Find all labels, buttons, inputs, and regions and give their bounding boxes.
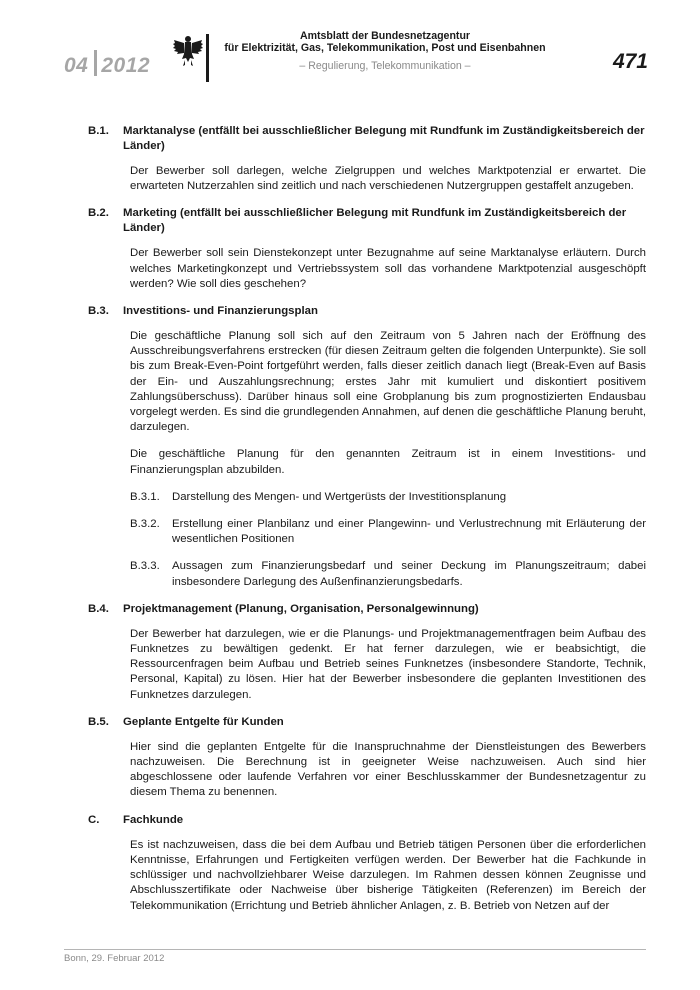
section-heading bbox=[88, 813, 646, 828]
paragraph: Hier sind die geplanten Entgelte für die Inanspruchnahme der Dienstleistungen des Bewerbers nachzuweisen. Die Berechnung ist in geeigneter Weise nachzuweisen. Auch sind hier abgeschlossene oder laufende Verfahren vor einer Beschlusskammer der Bundesnetzagentur zu diesem Thema zu benennen. bbox=[130, 740, 646, 799]
issue-year: 2012 bbox=[101, 54, 151, 77]
section-number: B.4. bbox=[88, 602, 109, 615]
page-number: 471 bbox=[612, 50, 648, 73]
section-title: Marktanalyse (entfällt bei ausschließlicher Belegung mit Rundfunk im Zuständigkeitsbereich der Länder) bbox=[123, 125, 645, 152]
subsection-item bbox=[130, 559, 646, 589]
section-heading bbox=[88, 304, 646, 319]
section-title: Geplante Entgelte für Kunden bbox=[123, 715, 284, 728]
publication-subtitle: für Elektrizität, Gas, Telekommunikation, Post und Eisenbahnen bbox=[224, 42, 546, 54]
section-title: Marketing (entfällt bei ausschließlicher Belegung mit Rundfunk im Zuständigkeitsbereich der Länder) bbox=[123, 207, 627, 235]
paragraph: Die geschäftliche Planung soll sich auf den Zeitraum von 5 Jahren nach der Eröffnung des Ausschreibungsverfahrens erstrecken (für diesen Zeitraum gelten die folgenden Unterpunkte). Sie soll bis zum Break-Even-Point fortgeführt werden, falls dieser zeitlich danach liegt (Break-Even auf Basis der Ein- und Auszahlungsrechnung; erstes Jahr mit kumuliert und diskontiert positivem Zahlungsüberschuss). Darüber hinaus soll eine Grobplanung bis zum prognostizierten Endausbau vorgelegt werden. Es sind die grundlegenden Annahmen, auf denen die geschäftliche Planung beruht, darzulegen. bbox=[130, 330, 646, 434]
subsection-number: B.3.1. bbox=[130, 490, 160, 503]
section-title: Projektmanagement (Planung, Organisation, Personalgewinnung) bbox=[123, 602, 479, 615]
paragraph: Der Bewerber hat darzulegen, wie er die Planungs- und Projektmanagementfragen beim Aufbau des Funknetzes zu bewältigen gedenkt. Er hat ferner darzulegen, wie er beabsichtigt, die Ressourcenfragen beim Aufbau und Betrieb seines Funknetzes (insbesondere Standorte, Technik, Personal, Kapital) zu lösen. Hier hat der Bewerber insbesondere die geplanten Investitionen des Funknetzes darzulegen. bbox=[130, 627, 646, 701]
paragraph: Die geschäftliche Planung für den genannten Zeitraum ist in einem Investitions- und Finanzierungsplan abzubilden. bbox=[130, 448, 646, 476]
section-number: C. bbox=[88, 813, 100, 826]
subsection-item bbox=[130, 517, 646, 547]
section-number: B.2. bbox=[88, 207, 109, 220]
section-title: Fachkunde bbox=[123, 813, 184, 826]
subsection-number: B.3.3. bbox=[130, 560, 160, 573]
section-number: B.1. bbox=[88, 125, 109, 137]
footer-rule bbox=[64, 949, 646, 950]
paragraph: Es ist nachzuweisen, dass die bei dem Aufbau und Betrieb tätigen Personen über die erforderlichen Kenntnisse, Erfahrungen und Fertigkeiten verfügen werden. Der Bewerber hat die Fachkunde in schlüssiger und nachvollziehbarer Weise darzulegen. Im Rahmen dessen können Zeugnisse und Abschlusszertifikate oder Nachweise über bisherige Tätigkeiten (Referenzen) im Bereich der Telekommunikation (Errichtung und Betrieb ähnlicher Anlagen, z. B. Betrieb von Netzen auf der bbox=[130, 838, 646, 912]
section bbox=[88, 602, 646, 703]
publication-title: Amtsblatt der Bundesnetzagentur bbox=[299, 30, 471, 42]
publication-header bbox=[0, 30, 700, 73]
footer-date: Bonn, 29. Februar 2012 bbox=[64, 953, 165, 964]
subsection-text: Darstellung des Mengen- und Wertgerüsts der Investitionsplanung bbox=[172, 490, 507, 503]
section-heading bbox=[88, 206, 646, 236]
section bbox=[88, 715, 646, 801]
issue-number: 04 bbox=[64, 54, 89, 77]
section-title: Investitions- und Finanzierungsplan bbox=[123, 305, 318, 318]
subsection-text: Aussagen zum Finanzierungsbedarf und seiner Deckung im Planungszeitraum; dabei insbesondere Darlegung des Außenfinanzierungsbedarfs. bbox=[172, 560, 646, 588]
publication-section: – Regulierung, Telekommunikation – bbox=[299, 60, 471, 72]
section bbox=[88, 813, 646, 914]
subsection-item bbox=[130, 490, 646, 505]
section-heading bbox=[88, 715, 646, 730]
document-body bbox=[88, 124, 646, 926]
section-heading bbox=[88, 602, 646, 617]
subsection-text: Erstellung einer Planbilanz und einer Plangewinn- und Verlustrechnung mit Erläuterung der wesentlichen Positionen bbox=[172, 518, 646, 546]
paragraph: Der Bewerber soll sein Dienstekonzept unter Bezugnahme auf seine Marktanalyse erläutern. Durch welches Marketingkonzept und Vertriebssystem soll das vorhandene Marktpotenzial ausgeschöpft werden? Wie soll dies geschehen? bbox=[130, 247, 646, 290]
section-number: B.3. bbox=[88, 305, 109, 318]
section bbox=[88, 124, 646, 194]
section bbox=[88, 304, 646, 590]
subsection-number: B.3.2. bbox=[130, 518, 160, 531]
paragraph: Der Bewerber soll darlegen, welche Zielgruppen und welches Marktpotenzial er erwartet. Die erwarteten Nutzerzahlen sind zeitlich und nach verschiedenen Nutzergruppen gestaffelt anzugeben. bbox=[130, 165, 646, 193]
section-heading bbox=[88, 124, 646, 154]
section bbox=[88, 206, 646, 292]
section-number: B.5. bbox=[88, 715, 109, 728]
